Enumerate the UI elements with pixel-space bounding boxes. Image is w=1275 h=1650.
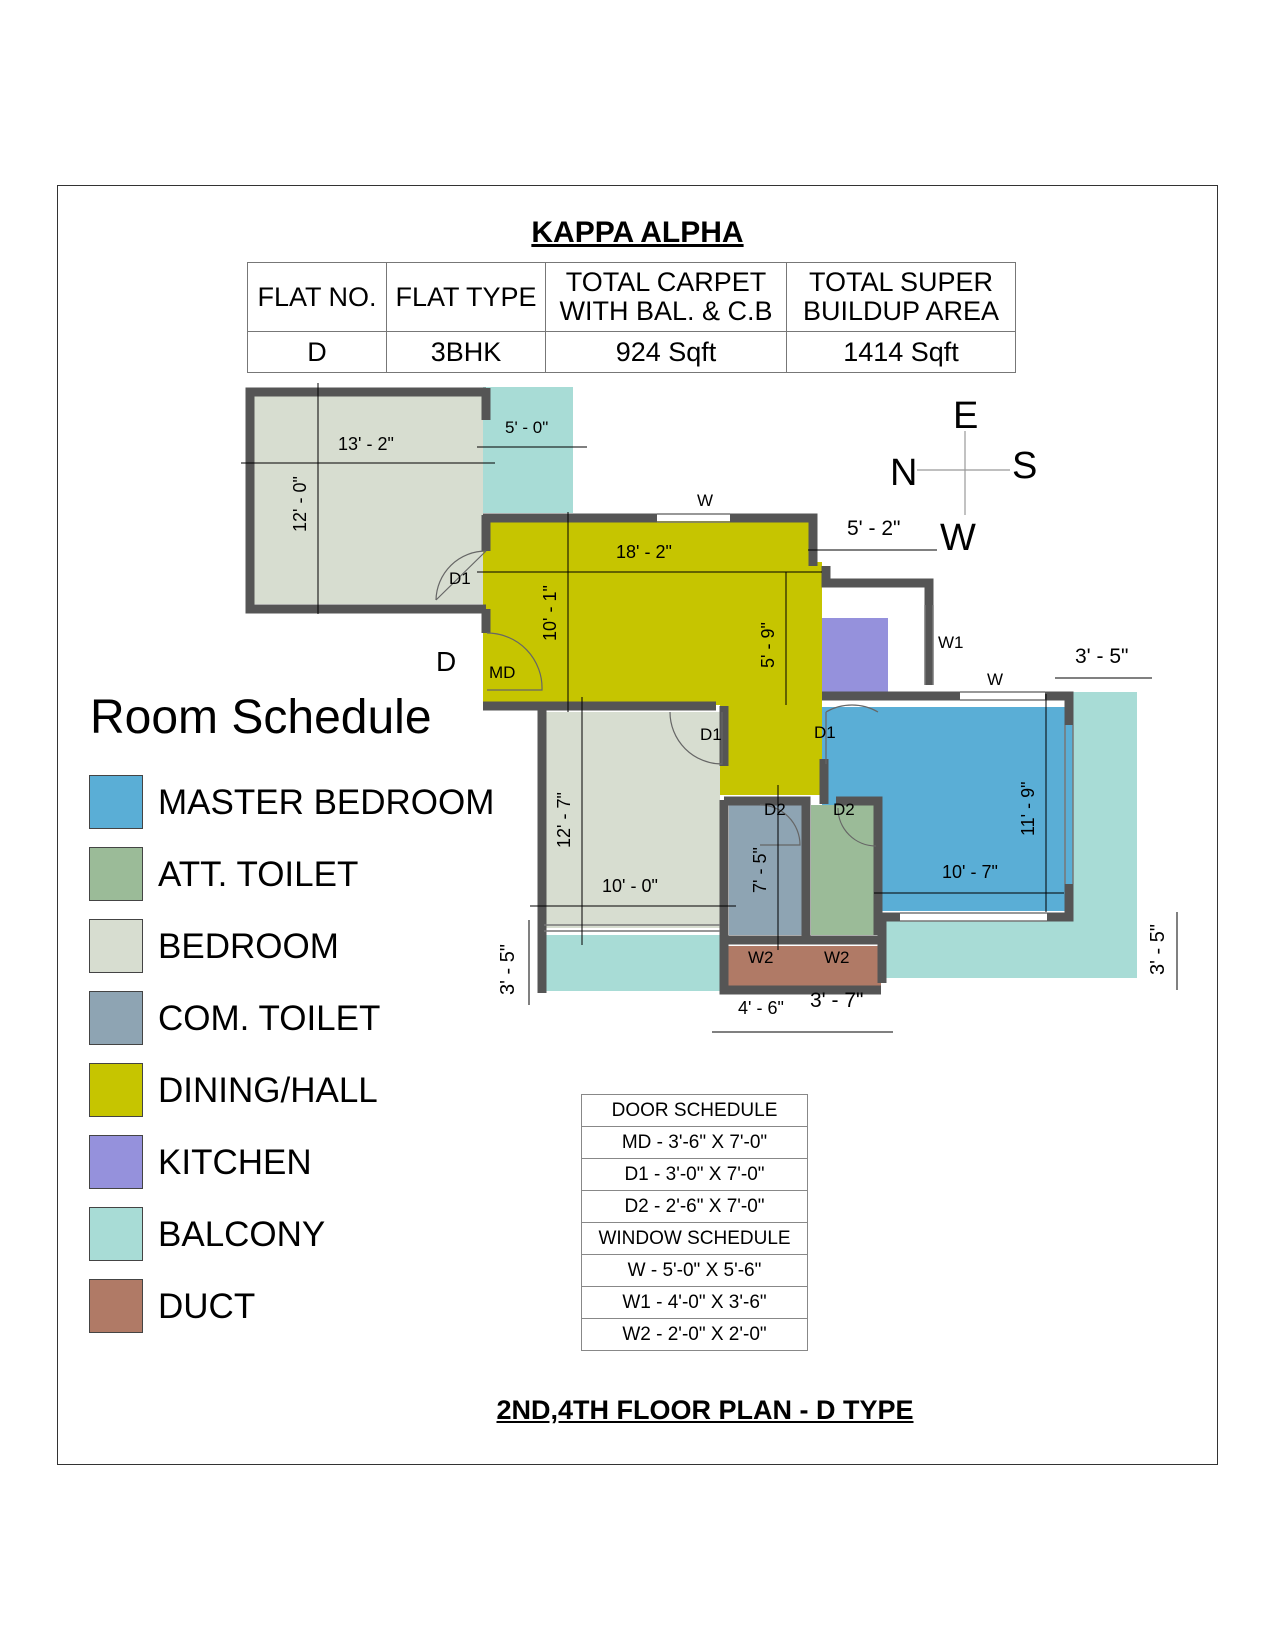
schedule-row-md: MD - 3'-6" X 7'-0" — [582, 1127, 808, 1159]
flat-label: D — [436, 646, 457, 677]
dim-text-bedroom-2-depth: 12' - 7" — [554, 792, 574, 848]
dim-text-kitchen-width: 5' - 2" — [847, 517, 901, 540]
plan-title: 2ND,4TH FLOOR PLAN - D TYPE — [496, 1395, 914, 1425]
tag-door-d1-bedroom-1: D1 — [449, 569, 471, 588]
legend-swatch — [89, 1207, 143, 1261]
legend-label: BALCONY — [158, 1215, 326, 1254]
balcony-1 — [483, 387, 573, 513]
dim-text-master-depth: 11' - 9" — [1018, 781, 1038, 836]
tag-window-kitchen: W1 — [938, 633, 964, 652]
dim-text-hall-width: 18' - 2" — [616, 542, 672, 562]
tag-door-d1-bedroom-2: D1 — [700, 725, 722, 744]
dim-text-bedroom-2-width: 10' - 0" — [602, 876, 658, 896]
dim-text-bedroom-1-depth: 12' - 0" — [290, 476, 310, 532]
header-total-carpet-line2: WITH BAL. & C.B — [559, 296, 773, 326]
legend-label: COM. TOILET — [158, 999, 381, 1038]
tag-window-master: W — [987, 670, 1004, 689]
dim-text-hall-depth: 10' - 1" — [540, 585, 560, 641]
legend-label: BEDROOM — [158, 927, 339, 966]
dim-text-balcony-1-width: 5' - 0" — [505, 418, 549, 437]
legend-swatch — [89, 847, 143, 901]
dim-text-duct-left: 4' - 6" — [738, 998, 784, 1018]
legend-label: KITCHEN — [158, 1143, 312, 1182]
tag-door-md: MD — [489, 663, 516, 682]
legend-label: DUCT — [158, 1287, 256, 1326]
header-flat-no: FLAT NO. — [248, 263, 387, 332]
dim-text-bedroom-1-width: 13' - 2" — [338, 434, 394, 454]
door-window-schedule-table — [581, 1094, 808, 1351]
schedule-row-d1: D1 - 3'-0" X 7'-0" — [582, 1159, 808, 1191]
schedule-row-window-heading: WINDOW SCHEDULE — [582, 1223, 808, 1255]
dim-text-duct-right: 3' - 7" — [810, 989, 864, 1012]
compass-n: N — [890, 452, 918, 494]
legend-swatch — [89, 1279, 143, 1333]
dim-text-master-width: 10' - 7" — [942, 862, 998, 882]
legend-label: ATT. TOILET — [158, 855, 359, 894]
dim-text-balcony-right: 3' - 5" — [1075, 645, 1129, 668]
schedule-row-w: W - 5'-0" X 5'-6" — [582, 1255, 808, 1287]
room-schedule-title: Room Schedule — [90, 691, 432, 744]
tag-door-d2-com: D2 — [764, 800, 786, 819]
value-total-super: 1414 Sqft — [787, 332, 1016, 373]
value-flat-no: D — [248, 332, 387, 373]
tag-window-duct-left: W2 — [748, 948, 774, 967]
tag-window-duct-right: W2 — [824, 948, 850, 967]
legend-label: DINING/HALL — [158, 1071, 378, 1110]
header-total-super-line2: BUILDUP AREA — [802, 296, 1000, 326]
balcony-bottom — [544, 935, 720, 991]
legend-swatch — [89, 919, 143, 973]
legend-swatch — [89, 1063, 143, 1117]
legend-swatch — [89, 1135, 143, 1189]
att-toilet — [811, 805, 874, 935]
legend-label: MASTER BEDROOM — [158, 783, 495, 822]
header-flat-type: FLAT TYPE — [387, 263, 546, 332]
schedule-row-w1: W1 - 4'-0" X 3'-6" — [582, 1287, 808, 1319]
legend-swatch — [89, 775, 143, 829]
schedule-row-w2: W2 - 2'-0" X 2'-0" — [582, 1319, 808, 1351]
compass-e: E — [953, 395, 979, 437]
project-title: KAPPA ALPHA — [531, 216, 744, 249]
dim-text-balcony-bottom-left: 3' - 5" — [497, 944, 519, 995]
compass-s: S — [1012, 445, 1038, 487]
tag-door-d1-master: D1 — [814, 723, 836, 742]
compass-w: W — [940, 517, 976, 559]
dim-text-com-toilet-depth: 7' - 5" — [750, 847, 770, 893]
schedule-row-d2: D2 - 2'-6" X 7'-0" — [582, 1191, 808, 1223]
value-total-carpet: 924 Sqft — [546, 332, 787, 373]
legend-swatch — [89, 991, 143, 1045]
header-total-super-line1: TOTAL SUPER — [808, 267, 994, 297]
tag-window-hall: W — [697, 491, 714, 510]
header-total-carpet-line1: TOTAL CARPET — [565, 267, 767, 297]
compass-cross — [917, 431, 1010, 515]
kitchen — [822, 618, 888, 693]
dim-text-balcony-bottom-right: 3' - 5" — [1147, 924, 1169, 975]
schedule-row-door-heading: DOOR SCHEDULE — [582, 1095, 808, 1127]
value-flat-type: 3BHK — [387, 332, 546, 373]
tag-door-d2-att: D2 — [833, 800, 855, 819]
dim-text-kitchen-passage: 5' - 9" — [758, 622, 778, 668]
